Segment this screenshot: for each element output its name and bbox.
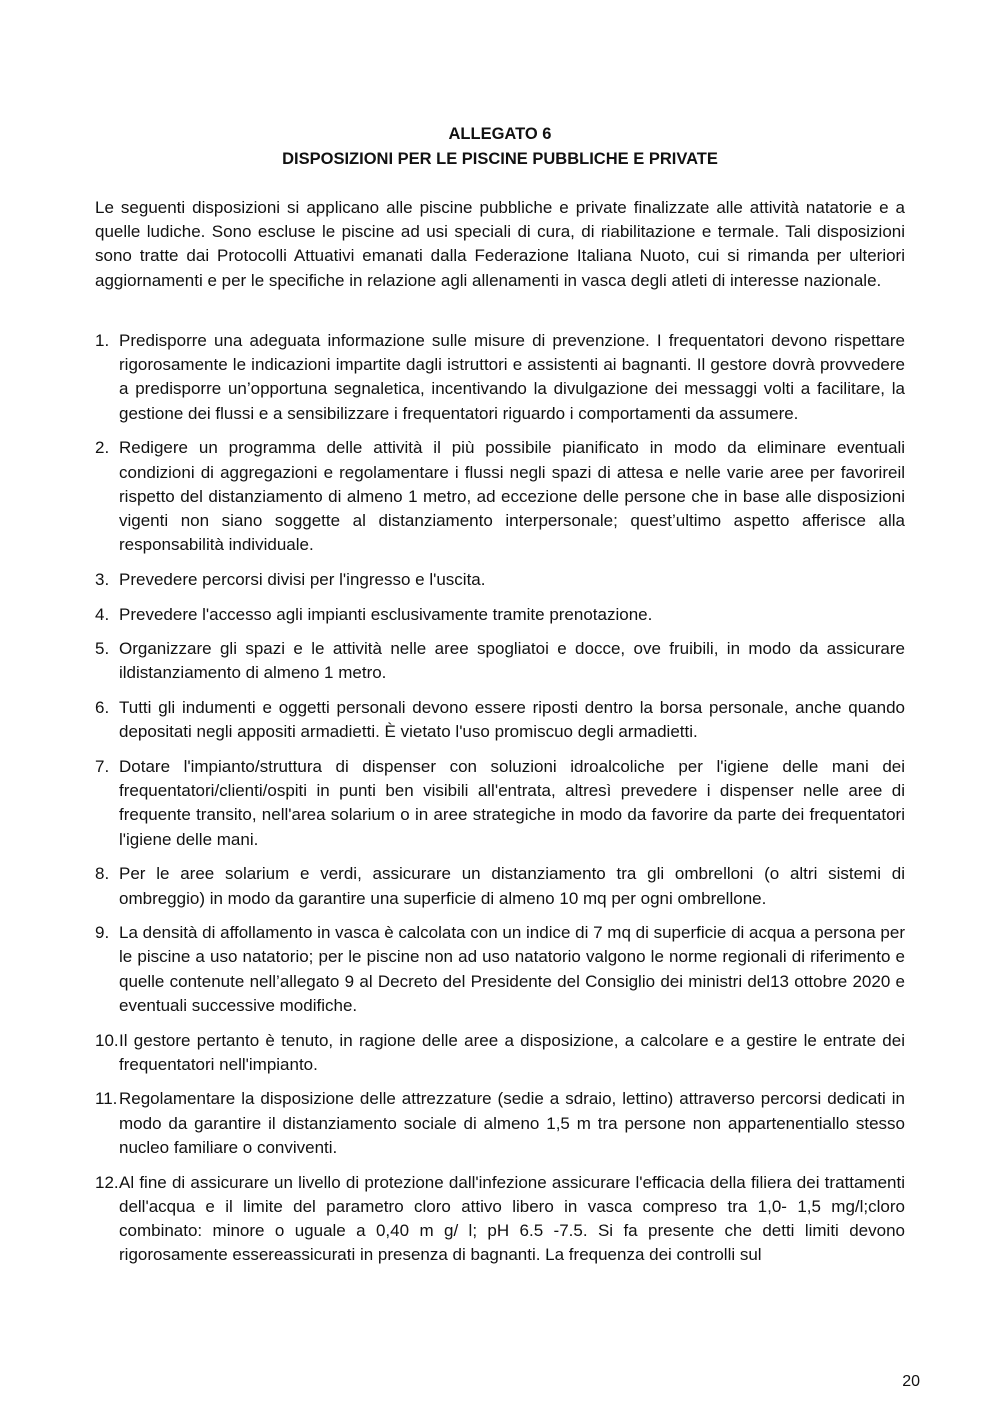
list-item xyxy=(95,755,905,852)
item-text: Redigere un programma delle attività il più possibile pianificato in modo da eliminare eventuali condizioni di aggregazioni e regolamentare i flussi negli spazi di attesa e nelle varie aree per favorireil rispetto del distanziamento di almeno 1 metro, ad eccezione delle persone che in base alle disposizioni vigenti non siano soggette al distanziamento interpersonale; quest’ultimo aspetto afferisce alla responsabilità individuale. xyxy=(119,438,905,555)
item-number: 5. xyxy=(95,639,110,659)
list-item xyxy=(95,637,905,685)
item-text: Al fine di assicurare un livello di protezione dall'infezione assicurare l'efficacia della filiera dei trattamenti dell'acqua e il limite del parametro cloro attivo libero in vasca compreso tra 1,0- 1,5 mg/l;cloro combinato: minore o uguale a 0,40 m g/ l; pH 6.5 -7.5. Si fa presente che detti limiti devono rigorosamente essereassicurati in presenza di bagnanti. La frequenza dei controlli sul xyxy=(119,1172,905,1265)
item-text: Il gestore pertanto è tenuto, in ragione delle aree a disposizione, a calcolare e a gestire le entrate dei frequentatori nell'impianto. xyxy=(119,1030,905,1074)
list-item xyxy=(95,1029,905,1077)
item-text: Tutti gli indumenti e oggetti personali devono essere riposti dentro la borsa personale, anche quando depositati negli appositi armadietti. È vietato l'uso promiscuo degli armadietti. xyxy=(119,698,905,742)
list-item xyxy=(95,436,905,557)
heading-line-2: DISPOSIZIONI PER LE PISCINE PUBBLICHE E PRIVATE xyxy=(282,150,718,168)
item-text: Per le aree solarium e verdi, assicurare un distanziamento tra gli ombrelloni (o altri sistemi di ombreggio) in modo da garantire una superficie di almeno 10 mq per ogni ombrellone. xyxy=(119,864,905,908)
list-item xyxy=(95,329,905,426)
item-text: Prevedere percorsi divisi per l'ingresso e l'uscita. xyxy=(119,569,486,589)
item-number: 11. xyxy=(95,1089,118,1109)
list-item xyxy=(95,1087,905,1160)
item-number: 2. xyxy=(95,438,110,458)
item-number: 9. xyxy=(95,923,110,943)
item-number: 3. xyxy=(95,569,110,589)
provisions-list xyxy=(95,329,905,1278)
item-text: Prevedere l'accesso agli impianti esclusivamente tramite prenotazione. xyxy=(119,604,653,624)
item-number: 12. xyxy=(95,1172,119,1192)
list-item xyxy=(95,1171,905,1268)
page-heading xyxy=(95,122,905,172)
item-text: Predisporre una adeguata informazione sulle misure di prevenzione. I frequentatori devono rispettare rigorosamente le indicazioni impartite dagli istruttori e assistenti ai bagnanti. Il gestore dovrà provvedere a predisporre un’opportuna segnaletica, incentivando la divulgazione dei messaggi volti a facilitare, la gestione dei flussi e a sensibilizzare i frequentatori riguardo i comportamenti da assumere. xyxy=(119,331,905,423)
list-item xyxy=(95,921,905,1018)
list-item xyxy=(95,862,905,910)
item-text: La densità di affollamento in vasca è calcolata con un indice di 7 mq di superficie di acqua a persona per le piscine a uso natatorio; per le piscine non ad uso natatorio valgono le norme regionali di riferimento e quelle contenute nell’allegato 9 al Decreto del Presidente del Consiglio dei ministri del13 ottobre 2020 e eventuali successive modifiche. xyxy=(119,923,905,1015)
item-text: Organizzare gli spazi e le attività nelle aree spogliatoi e docce, ove fruibili, in modo da assicurare ildistanziamento di almeno 1 metro. xyxy=(119,639,905,683)
item-number: 4. xyxy=(95,604,110,624)
item-number: 7. xyxy=(95,757,110,777)
item-number: 10. xyxy=(95,1030,119,1050)
item-number: 1. xyxy=(95,331,110,350)
item-text: Regolamentare la disposizione delle attrezzature (sedie a sdraio, lettino) attraverso percorsi dedicati in modo da garantire il distanziamento sociale di almeno 1,5 m tra persone non appartenentiallo stesso nucleo familiare o conviventi. xyxy=(119,1089,905,1157)
list-item xyxy=(95,568,905,592)
item-text: Dotare l'impianto/struttura di dispenser con soluzioni idroalcoliche per l'igiene delle mani dei frequentatori/clienti/ospiti in punti ben visibili all'entrata, altresì prevedere i dispenser nelle aree di frequente transito, nell'area solarium o in aree strategiche in modo da favorire da parte dei frequentatori l'igiene delle mani. xyxy=(119,757,905,849)
item-number: 8. xyxy=(95,864,110,884)
list-item xyxy=(95,696,905,744)
item-number: 6. xyxy=(95,698,110,718)
list-item xyxy=(95,603,905,627)
page-number: 20 xyxy=(902,1373,920,1390)
heading-line-1: ALLEGATO 6 xyxy=(448,125,552,143)
intro-paragraph: Le seguenti disposizioni si applicano alle piscine pubbliche e private finalizzate alle attività natatorie e a quelle ludiche. Sono escluse le piscine ad usi speciali di cura, di riabilitazione e termale. Tali disposizioni sono tratte dai Protocolli Attuativi emanati dalla Federazione Italiana Nuoto, cui si rimanda per ulteriori aggiornamenti e per le specifiche in relazione agli allenamenti in vasca degli atleti di interesse nazionale. xyxy=(95,198,905,290)
